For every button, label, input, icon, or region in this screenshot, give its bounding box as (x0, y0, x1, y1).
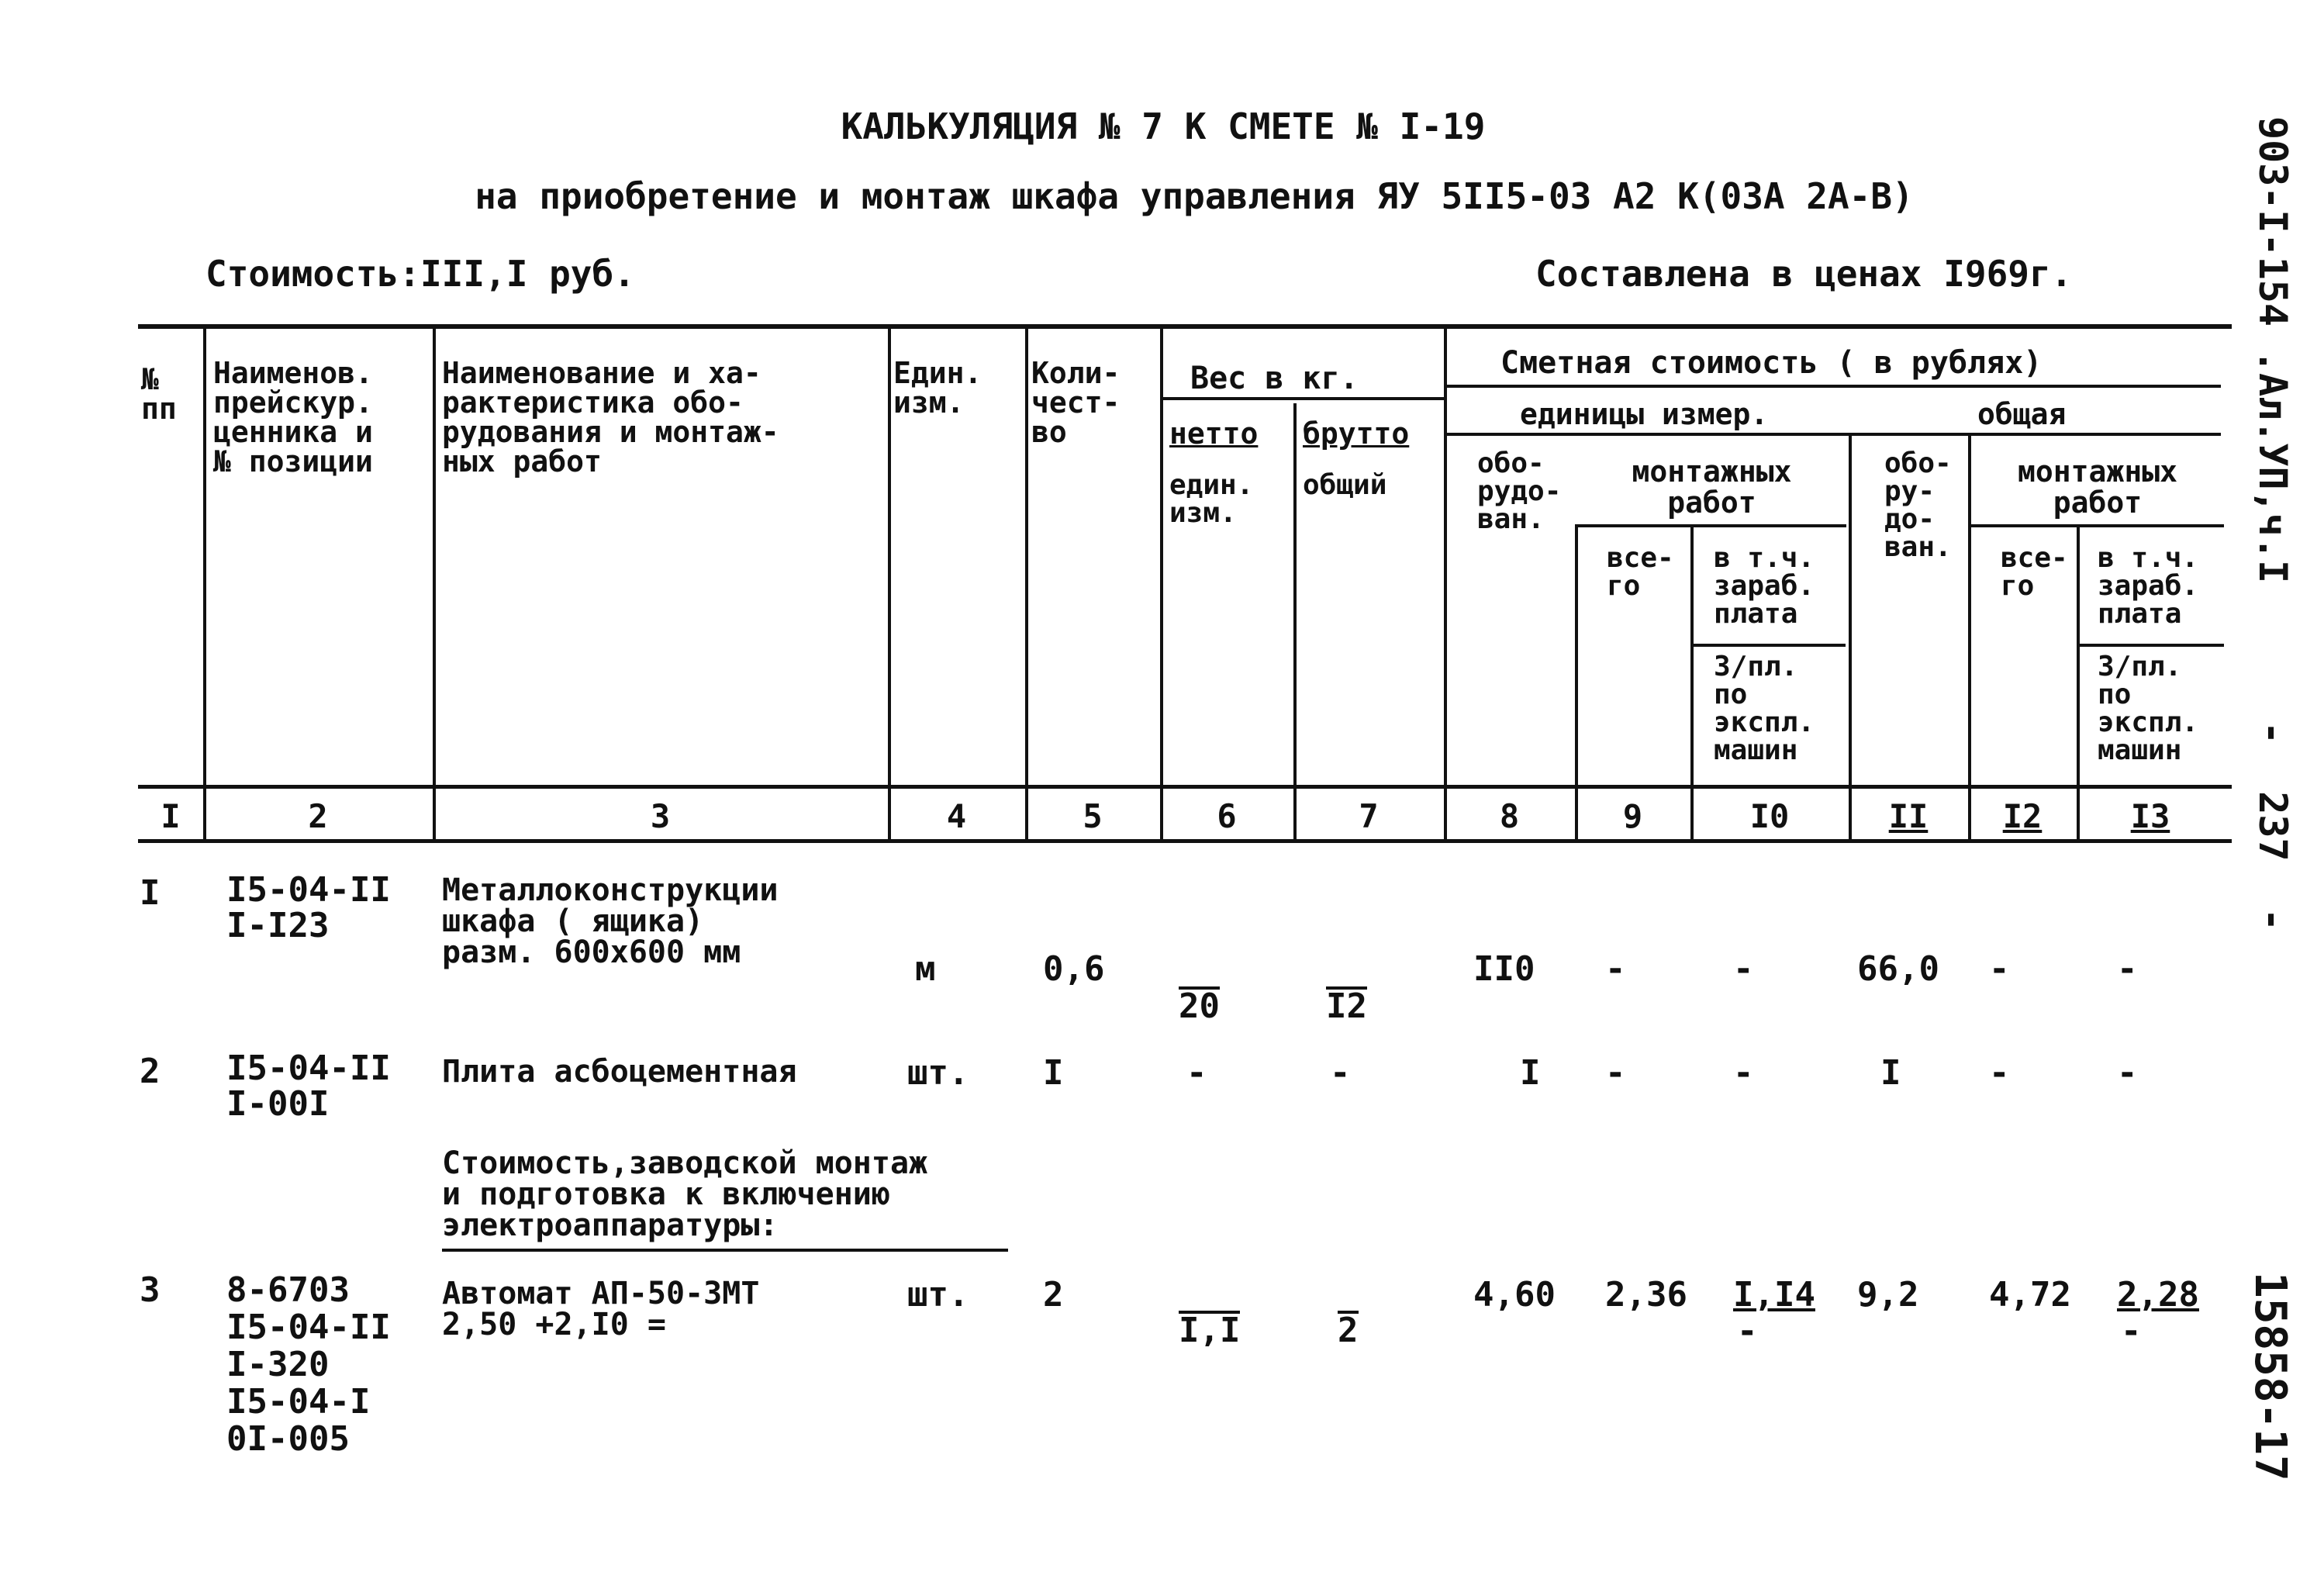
row-name: Плита асбоцементная (442, 1054, 797, 1090)
header-cost-group: Сметная стоимость ( в рублях) (1500, 345, 2043, 381)
row-unit: шт. (907, 1053, 969, 1093)
row-mount-all: - (1605, 1053, 1626, 1093)
col-number: I0 (1749, 797, 1790, 835)
header-brutto: брутто (1303, 416, 1410, 451)
row-name: Металлоконструкции шкафа ( ящика) разм. 600х600 мм (442, 872, 779, 970)
col-number: 5 (1083, 797, 1103, 835)
compiled-label: Составлена в ценах I969г. (1535, 253, 2073, 295)
header-total-group: общая (1977, 397, 2067, 431)
row-total-incl: 2,28 (2117, 1275, 2199, 1315)
section-underline (442, 1249, 1008, 1252)
col-sep (1293, 403, 1297, 841)
header-quantity: Коли- чест- во (1031, 356, 1121, 449)
header-all2: все- го (2001, 542, 2068, 602)
rule (1968, 524, 2224, 527)
row-code: I5-04-II I-00I (226, 1049, 391, 1124)
row-qty: I (1043, 1053, 1064, 1093)
table-header-bottom-rule (138, 785, 2232, 789)
row-unit: м (915, 949, 936, 989)
col-number: 3 (650, 797, 671, 835)
col-number: I3 (2130, 797, 2170, 835)
header-mach: З/пл. по экспл. машин (1714, 651, 1815, 766)
col-number: 8 (1499, 797, 1520, 835)
row-code: I5-04-II I-I23 (226, 870, 391, 945)
col-sep (1444, 326, 1447, 841)
row-number: 2 (140, 1052, 161, 1091)
col-number: 4 (946, 797, 967, 835)
col-number: 7 (1359, 797, 1379, 835)
row-total-incl-sub: - (2121, 1311, 2142, 1351)
col-sep (1575, 527, 1578, 841)
row-weight-netto: - (1186, 1053, 1207, 1093)
side-number: 15858-17 (2245, 1272, 2295, 1481)
row-weight-brutto: 2 (1338, 1311, 1359, 1350)
header-mount2: монтажных работ (2018, 454, 2177, 520)
header-number: № пп (141, 362, 177, 426)
table-top-rule (138, 324, 2232, 329)
row-mount-incl: - (1733, 1053, 1754, 1093)
row-equip: I (1520, 1053, 1541, 1093)
row-mount-all: - (1605, 949, 1626, 989)
row-weight-netto: I,I (1179, 1311, 1241, 1350)
rule (2077, 644, 2224, 647)
col-number: 6 (1217, 797, 1237, 835)
col-number: II (1888, 797, 1929, 835)
row-total-equip: I (1880, 1053, 1901, 1093)
row-total-equip: 66,0 (1857, 949, 1939, 989)
rule (1690, 644, 1846, 647)
rule (1445, 385, 2221, 388)
header-mach2: З/пл. по экспл. машин (2098, 651, 2199, 766)
side-code: 903-I-154 .Ал.УП,ч.I (2250, 116, 2295, 584)
section-heading: Стоимость,заводской монтаж и подготовка к включению электроаппаратуры: (442, 1145, 928, 1243)
cost-label: Стоимость:III,I руб. (205, 253, 635, 295)
header-incl2: в т.ч. зараб. плата (2098, 542, 2199, 630)
row-mount-incl: - (1733, 949, 1754, 989)
header-brutto-sub: общий (1303, 469, 1387, 501)
col-number: I (161, 797, 181, 835)
header-equip: обо- рудо- ван. (1477, 447, 1562, 535)
row-mount-all: 2,36 (1605, 1275, 1687, 1315)
row-total-incl: - (2117, 1053, 2138, 1093)
row-total-all: - (1989, 949, 2010, 989)
document-subtitle: на приобретение и монтаж шкафа управления ЯУ 5II5-03 А2 К(03А 2А-В) (475, 175, 1914, 217)
row-weight-brutto: I2 (1326, 986, 1367, 1026)
row-total-all: 4,72 (1989, 1275, 2071, 1315)
row-name: Автомат АП-50-3МТ 2,50 +2,I0 = (442, 1276, 760, 1342)
header-equip2: обо- ру- до- ван. (1884, 447, 1952, 563)
row-number: I (140, 873, 161, 913)
row-total-incl: - (2117, 949, 2138, 989)
side-page: - 237 - (2250, 721, 2295, 931)
col-sep (1690, 527, 1694, 841)
header-price-code: Наименов. прейскур. ценника и № позиции (213, 356, 373, 479)
document-title: КАЛЬКУЛЯЦИЯ № 7 К СМЕТЕ № I-19 (841, 105, 1486, 147)
col-sep (1025, 326, 1028, 841)
row-total-equip: 9,2 (1857, 1275, 1919, 1315)
header-all: все- го (1607, 542, 1674, 602)
header-name: Наименование и ха- рактеристика обо- рудования и монтаж- ных работ (442, 356, 779, 479)
row-qty: 0,6 (1043, 949, 1105, 989)
header-weight: Вес в кг. (1190, 361, 1359, 396)
row-weight-brutto: - (1330, 1053, 1351, 1093)
row-mount-incl-sub: - (1737, 1311, 1758, 1351)
rule (1445, 433, 2221, 436)
header-netto-sub: един. изм. (1169, 469, 1254, 529)
col-sep (2077, 527, 2080, 841)
row-weight-netto: 20 (1179, 986, 1220, 1026)
rule (1162, 397, 1444, 400)
header-incl: в т.ч. зараб. плата (1714, 542, 1815, 630)
col-sep (1160, 326, 1163, 841)
row-total-all: - (1989, 1053, 2010, 1093)
row-code: 8-6703 I5-04-II I-320 I5-04-I 0I-005 (226, 1270, 391, 1459)
col-sep (433, 326, 436, 841)
row-mount-incl: I,I4 (1733, 1275, 1815, 1315)
header-netto: нетто (1169, 416, 1259, 451)
col-sep (888, 326, 891, 841)
col-number: 9 (1622, 797, 1643, 835)
col-sep (203, 326, 206, 841)
table-colnum-bottom-rule (138, 839, 2232, 843)
rule (1575, 524, 1846, 527)
row-equip: 4,60 (1473, 1275, 1556, 1315)
header-unit: Един. изм. (893, 356, 982, 420)
col-number: 2 (308, 797, 328, 835)
row-unit: шт. (907, 1275, 969, 1315)
header-unit-group: единицы измер. (1520, 397, 1769, 431)
row-number: 3 (140, 1270, 161, 1310)
row-equip: II0 (1473, 949, 1535, 989)
col-number: I2 (2002, 797, 2043, 835)
header-mount: монтажных работ (1632, 454, 1792, 520)
row-qty: 2 (1043, 1275, 1064, 1315)
col-sep (1849, 434, 1852, 841)
